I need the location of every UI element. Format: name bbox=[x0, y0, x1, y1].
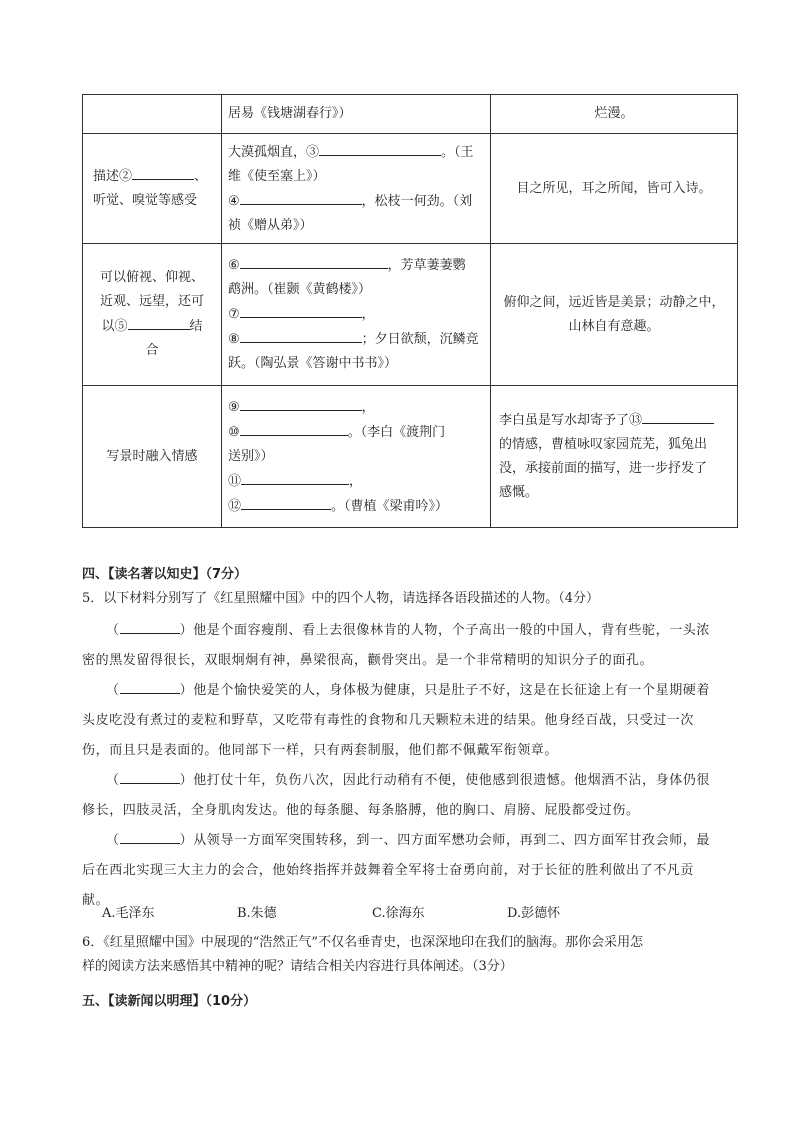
cell-text: ；夕日欲颓，沉鳞竞 bbox=[361, 332, 479, 347]
cell-text: ， bbox=[361, 399, 375, 415]
cell-text: 李白虽是写水却寄予了⑬ bbox=[499, 413, 643, 428]
table-row bbox=[83, 386, 738, 528]
cell-text: 大漠孤烟直，③ bbox=[228, 144, 320, 160]
answer-blank[interactable] bbox=[240, 420, 348, 436]
cell-text: 听觉、嗅觉等感受 bbox=[93, 193, 198, 208]
cell-text: 感慨。 bbox=[499, 485, 539, 500]
table-cell bbox=[83, 134, 222, 244]
cell-text: 以⑤ bbox=[101, 319, 128, 334]
answer-blank[interactable] bbox=[241, 469, 349, 485]
table-cell bbox=[83, 95, 222, 134]
cell-text: 跃。（陶弘景《答谢中书书》） bbox=[228, 356, 398, 371]
cell-text: ⑦ bbox=[228, 307, 240, 322]
cell-text: ⑧ bbox=[228, 332, 240, 347]
cell-text: ⑥ bbox=[228, 258, 240, 273]
option-b[interactable]: B.朱德 bbox=[237, 906, 277, 921]
paragraph: （ ）他是个面容瘦削、看上去很像林肯的人物，个子高出一般的中国人，背有些驼，一头浓密的黑发留得很长，双眼炯炯有神，鼻梁很高，颧骨突出。是一个非常精明的知识分子的面孔。 bbox=[82, 616, 712, 676]
cell-text: 写景时融入情感 bbox=[106, 448, 198, 464]
cell-text: 。（李白《渡荆门 bbox=[347, 424, 446, 440]
answer-blank[interactable] bbox=[120, 768, 180, 784]
paragraph: （ ）他打仗十年，负伤八次，因此行动稍有不便，使他感到很遗憾。他烟酒不沾，身体仍很修长，四肢灵活，全身肌肉发达。他的每条腿、每条胳膊，他的胸口、肩膀、屁股都受过伤。 bbox=[82, 766, 712, 826]
answer-blank[interactable] bbox=[240, 327, 362, 343]
cell-text: 合 bbox=[145, 343, 159, 358]
answer-blank[interactable] bbox=[132, 164, 194, 180]
cell-text: ④ bbox=[228, 193, 240, 209]
cell-text: 描述② bbox=[93, 169, 133, 184]
table-cell bbox=[491, 134, 738, 244]
section-heading: 五、【读新闻以明理】（10分） bbox=[82, 994, 257, 1009]
answer-blank[interactable] bbox=[319, 140, 441, 156]
table-row bbox=[83, 244, 738, 386]
question-6-line: 6．《红星照耀中国》中展现的“浩然正气”不仅名垂青史，也深深地印在我们的脑海。那你会采用怎 bbox=[82, 935, 644, 950]
table-cell bbox=[222, 386, 491, 528]
answer-blank[interactable] bbox=[240, 302, 362, 318]
table-cell bbox=[222, 134, 491, 244]
cell-text: ， bbox=[361, 307, 375, 322]
table-cell bbox=[491, 95, 738, 134]
table-cell bbox=[491, 386, 738, 528]
table-cell bbox=[222, 95, 491, 134]
cell-text: 没，承接前面的描写，进一步抒发了 bbox=[499, 461, 708, 476]
option-d[interactable]: D.彭德怀 bbox=[507, 906, 561, 921]
table-cell bbox=[222, 244, 491, 386]
cell-text: 目之所见，耳之所闻，皆可入诗。 bbox=[516, 180, 712, 196]
question-6-line: 样的阅读方法来感悟其中精神的呢？请结合相关内容进行具体阐述。（3分） bbox=[82, 959, 513, 974]
table-row bbox=[83, 134, 738, 244]
question-5-paragraphs bbox=[82, 616, 712, 916]
cell-text: 可以俯视、仰视、 bbox=[99, 270, 204, 285]
answer-blank[interactable] bbox=[240, 253, 388, 269]
table-row bbox=[83, 95, 738, 134]
cell-text: 、 bbox=[194, 169, 208, 184]
option-c[interactable]: C.徐海东 bbox=[372, 906, 425, 921]
cell-text: 鹉洲。（崔颢《黄鹤楼》） bbox=[228, 282, 372, 297]
option-a[interactable]: A.毛泽东 bbox=[102, 906, 155, 921]
section-heading: 四、【读名著以知史】（7分） bbox=[82, 567, 248, 582]
cell-text: 。（曹植《梁甫吟》） bbox=[331, 498, 449, 514]
answer-blank[interactable] bbox=[128, 314, 190, 330]
cell-text: 送别》） bbox=[228, 448, 274, 464]
cell-text: 俯仰之间，远近皆是美景；动静之中， bbox=[503, 294, 725, 310]
paragraph: （ ）从领导一方面军突围转移，到一、四方面军懋功会师，再到二、四方面军甘孜会师，最后在西北实现三大主力的会合，他始终指挥并鼓舞着全军将士奋勇向前，对于长征的胜利做出了不凡贡献。 bbox=[82, 826, 712, 916]
answer-blank[interactable] bbox=[120, 618, 180, 634]
cell-text: ， bbox=[349, 473, 363, 489]
cell-text: ⑩ bbox=[228, 424, 240, 440]
cell-text: 祯《赠从弟》） bbox=[228, 217, 313, 233]
cell-text: 居易《钱塘湖春行》） bbox=[228, 106, 352, 121]
cell-text: 的情感，曹植咏叹家园荒芜，狐兔出 bbox=[499, 437, 708, 452]
cell-text: ，松枝一何劲。（刘 bbox=[361, 193, 473, 209]
paragraph: （ ）他是个愉快爱笑的人，身体极为健康，只是肚子不好，这是在长征途上有一个星期硬着头皮吃没有煮过的麦粒和野草，又吃带有毒性的食物和几天颗粒未进的结果。他身经百战，只受过一次伤，而且只是表面的。他同部下一样，只有两套制服，他们都不佩戴军衔领章。 bbox=[82, 676, 712, 766]
answer-blank[interactable] bbox=[240, 395, 362, 411]
poem-table bbox=[82, 94, 738, 528]
question-5: 5．以下材料分别写了《红星照耀中国》中的四个人物，请选择各语段描述的人物。（4分） bbox=[82, 591, 600, 606]
cell-text: ⑨ bbox=[228, 399, 240, 415]
cell-text: 山林自有意趣。 bbox=[568, 318, 660, 334]
table-cell bbox=[83, 386, 222, 528]
cell-text: 维《使至塞上》） bbox=[228, 168, 326, 184]
table-cell bbox=[491, 244, 738, 386]
answer-blank[interactable] bbox=[120, 828, 180, 844]
cell-text: ，芳草萋萋鹦 bbox=[387, 258, 466, 273]
cell-text: 结 bbox=[189, 319, 203, 334]
answer-blank[interactable] bbox=[240, 189, 362, 205]
answer-blank[interactable] bbox=[642, 408, 714, 424]
cell-text: 近观、远望，还可 bbox=[99, 294, 204, 309]
table-cell bbox=[83, 244, 222, 386]
cell-text: 烂漫。 bbox=[594, 106, 634, 121]
question-6 bbox=[82, 931, 712, 979]
answer-blank[interactable] bbox=[241, 494, 331, 510]
cell-text: 。（王 bbox=[441, 144, 474, 160]
cell-text: ⑫ bbox=[228, 498, 242, 514]
answer-options bbox=[102, 902, 732, 921]
cell-text: ⑪ bbox=[228, 473, 242, 489]
answer-blank[interactable] bbox=[120, 678, 180, 694]
